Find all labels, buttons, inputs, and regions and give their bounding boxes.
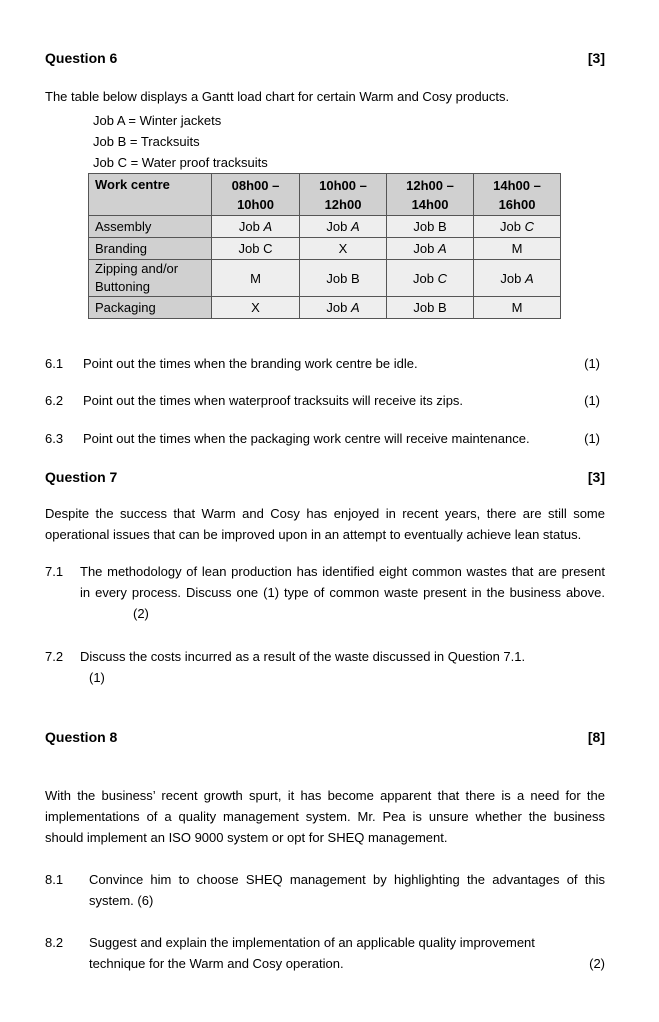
table-cell: Job B: [387, 216, 474, 238]
item-7-2-line-1: Discuss the costs incurred as a result of the waste discussed in Question 7.1.: [80, 649, 526, 664]
table-header-row: [89, 174, 561, 216]
header-time-slot-1: 08h00 – 10h00: [212, 174, 300, 216]
item-6-3-number: 6.3: [45, 431, 64, 446]
item-7-2-number: 7.2: [45, 649, 64, 664]
header-time-slot-2: 10h00 – 12h00: [300, 174, 387, 216]
item-6-1-marks: (1): [584, 356, 600, 371]
table-row: [89, 216, 561, 238]
item-7-2-marks: (1): [89, 670, 105, 685]
item-7-1-line-2: in every process. Discuss one (1) type of common waste present in the business above.: [80, 585, 605, 600]
table-row: [89, 297, 561, 319]
job-letter: A: [350, 300, 360, 315]
item-8-2-marks: (2): [589, 956, 605, 971]
item-6-2-number: 6.2: [45, 393, 64, 408]
question-7-intro-line-1: Despite the success that Warm and Cosy has enjoyed in recent years, there are still some: [45, 506, 605, 521]
table-cell: Job B: [387, 297, 474, 319]
table-cell: X: [300, 238, 387, 260]
item-8-1-line-2: system. (6): [89, 893, 154, 908]
gantt-load-chart: [88, 173, 561, 319]
job-letter: A: [524, 270, 534, 286]
job-c-legend: Job C = Water proof tracksuits: [93, 155, 268, 170]
table-cell: M: [474, 238, 561, 260]
job-b-legend: Job B = Tracksuits: [93, 134, 200, 149]
job-letter: C: [437, 270, 447, 286]
row-label: Assembly: [89, 216, 212, 238]
question-8-intro-line-3: should implement an ISO 9000 system or opt for SHEQ management.: [45, 830, 448, 845]
question-8-intro-line-2: implementations of a quality management system. Mr. Pea is unsure whether the business: [45, 809, 605, 824]
header-time-slot-4: 14h00 – 16h00: [474, 174, 561, 216]
question-6-marks: [3]: [587, 50, 605, 66]
header-time-slot-3: 12h00 – 14h00: [387, 174, 474, 216]
item-6-3-marks: (1): [584, 431, 600, 446]
table-cell: Job A: [300, 297, 387, 319]
question-7-heading: Question 7: [45, 469, 118, 485]
table-cell: Job C: [474, 216, 561, 238]
item-6-3-text: Point out the times when the packaging work centre will receive maintenance.: [83, 431, 530, 446]
table-cell: Job C: [212, 238, 300, 260]
question-8-marks: [8]: [587, 729, 605, 745]
item-8-2-number: 8.2: [45, 935, 64, 950]
table-cell: M: [212, 260, 300, 297]
item-6-1-text: Point out the times when the branding work centre be idle.: [83, 356, 418, 371]
item-8-2-line-1: Suggest and explain the implementation of an applicable quality improvement: [89, 935, 535, 950]
item-7-1-marks: (2): [133, 606, 149, 621]
item-8-1-number: 8.1: [45, 872, 64, 887]
job-letter: A: [437, 241, 447, 256]
item-7-1-line-1: The methodology of lean production has identified eight common wastes that are present: [80, 564, 605, 579]
question-7-intro-line-2: operational issues that can be improved upon in an attempt to eventually achieve lean status.: [45, 527, 582, 542]
header-work-centre: Work centre: [89, 174, 212, 216]
question-8-intro-line-1: With the business’ recent growth spurt, it has become apparent that there is a need for the: [45, 788, 605, 803]
item-8-1-line-1: Convince him to choose SHEQ management by highlighting the advantages of this: [89, 872, 605, 887]
item-6-2-marks: (1): [584, 393, 600, 408]
job-a-legend: Job A = Winter jackets: [93, 113, 222, 128]
item-8-2-line-2: technique for the Warm and Cosy operation.: [89, 956, 344, 971]
job-letter: A: [263, 219, 273, 234]
row-label: Branding: [89, 238, 212, 260]
question-6-heading: Question 6: [45, 50, 118, 66]
table-cell: Job A: [300, 216, 387, 238]
question-7-marks: [3]: [587, 469, 605, 485]
row-label: Packaging: [89, 297, 212, 319]
table-cell: Job C: [387, 260, 474, 297]
table-cell: X: [212, 297, 300, 319]
table-cell: Job B: [300, 260, 387, 297]
job-letter: C: [524, 219, 534, 234]
table-cell: M: [474, 297, 561, 319]
item-7-1-number: 7.1: [45, 564, 64, 579]
item-6-2-text: Point out the times when waterproof tracksuits will receive its zips.: [83, 393, 464, 408]
question-6-intro: The table below displays a Gantt load chart for certain Warm and Cosy products.: [45, 89, 510, 104]
table-cell: Job A: [387, 238, 474, 260]
job-letter: A: [350, 219, 360, 234]
table-cell: Job A: [212, 216, 300, 238]
table-row: [89, 238, 561, 260]
table-cell: Job A: [474, 260, 561, 297]
table-row: [89, 260, 561, 297]
question-8-heading: Question 8: [45, 729, 118, 745]
row-label: Zipping and/or Buttoning: [89, 260, 212, 297]
item-6-1-number: 6.1: [45, 356, 64, 371]
